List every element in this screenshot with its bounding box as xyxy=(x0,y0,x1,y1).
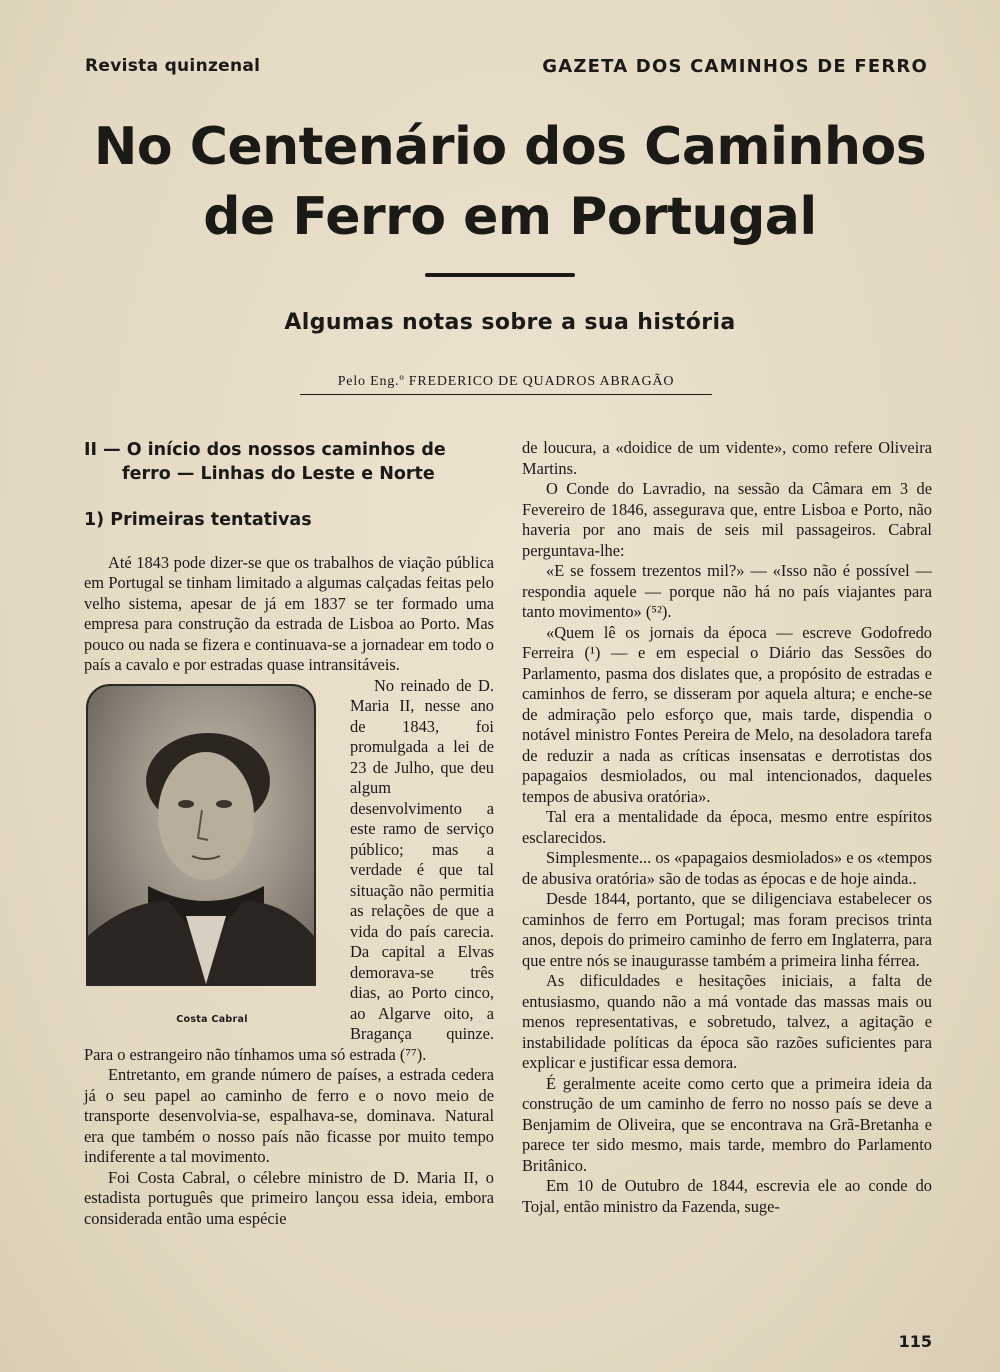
header-publication-frequency: Revista quinzenal xyxy=(85,56,261,76)
portrait-figure xyxy=(84,684,340,1031)
article-title xyxy=(60,112,960,252)
paragraph: Simplesmente... os «papagaios desmiolados» e os «tempos de abusiva oratória» são de todas as épocas e de hoje ainda.. xyxy=(522,848,932,888)
paragraph: Foi Costa Cabral, o célebre ministro de D. Maria II, o estadista português que primeiro lançou essa ideia, embora considerada então uma espécie xyxy=(84,1167,494,1228)
title-divider xyxy=(425,273,575,277)
page-number: 115 xyxy=(898,1332,932,1351)
article-subtitle: Algumas notas sobre a sua história xyxy=(284,310,736,335)
paragraph: «E se fossem trezentos mil?» — «Isso não é possível — respondia aquele — porque não há no país viajantes para tanto movimento» (⁵²). xyxy=(522,561,932,621)
section-heading: II — O início dos nossos caminhos de ferro — Linhas do Leste e Norte xyxy=(84,440,446,484)
subsection-heading: 1) Primeiras tentativas xyxy=(84,510,312,530)
portrait-image xyxy=(86,684,316,986)
left-column xyxy=(84,438,494,1229)
paragraph: de loucura, a «doidice de um vidente», como refere Oliveira Martins. xyxy=(522,438,932,478)
author-byline: Pelo Eng.º FREDERICO DE QUADROS ABRAGÃO xyxy=(300,374,712,395)
paragraph: É geralmente aceite como certo que a primeira ideia da construção de um caminho de ferro no nosso país se deve a Benjamim de Oliveira, que se encontrava na Grã-Bretanha e parece ter sido mesmo, mais tarde, membro do Parlamento Britânico. xyxy=(522,1073,932,1175)
paragraph: Tal era a mentalidade da época, mesmo entre espíritos esclarecidos. xyxy=(522,807,932,847)
paragraph: As dificuldades e hesitações iniciais, a falta de entusiasmo, quando não a má vontade das massas mais ou menos representativas, e sobretudo, talvez, a agitação e instabilidade políticas da época são razões suficientes para explicar e justificar essa demora. xyxy=(522,971,932,1072)
paragraph: «Quem lê os jornais da época — escreve Godofredo Ferreira (¹) — e em especial o Diário das Sessões do Parlamento, pasma dos dislates que, a propósito de estradas e caminhos de ferro, se disseram por aquela altura; e enche-se de admiração pelo esforço que, mais tarde, dispendia o notável ministro Fontes Pereira de Melo, na desoladora tarefa de reduzir a nada as críticas insensatas e derrotistas dos papagaios desmiolados, ou mal intencionados, daqueles tempos de abusiva oratória». xyxy=(522,622,932,806)
paragraph: Entretanto, em grande número de países, a estrada cedera já o seu papel ao caminho de ferro e o novo meio de transporte desenvolvia-se, espalhava-se, dominava. Natural era que também o nosso país não ficasse por muito tempo indiferente a tal movimento. xyxy=(84,1065,494,1166)
portrait-caption: Costa Cabral xyxy=(176,1013,248,1025)
article-title-line-2: de Ferro em Portugal xyxy=(203,187,817,247)
right-column xyxy=(522,438,932,1217)
article-title-line-1: No Centenário dos Caminhos xyxy=(93,117,927,177)
header-magazine-name: GAZETA DOS CAMINHOS DE FERRO xyxy=(542,56,928,77)
portrait-illustration xyxy=(88,686,314,984)
paragraph: O Conde do Lavradio, na sessão da Câmara em 3 de Fevereiro de 1846, assegurava que, entre Lisboa e Porto, não haveria por ano mais de seis mil passageiros. Cabral perguntava-lhe: xyxy=(522,479,932,560)
paragraph: Em 10 de Outubro de 1844, escrevia ele ao conde do Tojal, então ministro da Fazenda, suge- xyxy=(522,1176,932,1216)
paragraph: No reinado de D. Maria II, nesse ano de 1843, foi promulgada a lei de 23 de Julho, que deu algum desenvolvimento a este ramo de serviço público; mas a verdade é que tal situação não permitia as relações de que a vida do país carecia. Da capital a Elvas demorava-se três dias, ao Porto cinco, ao Algarve oito, a Bragança quinze. Para o estrangeiro não tínhamos uma só estrada (⁷⁷). xyxy=(84,675,494,1064)
paragraph: Até 1843 pode dizer-se que os trabalhos de viação pública em Portugal se tinham limitado a algumas calçadas feitas pelo velho sistema, apesar de já em 1837 se ter formado uma empresa para construção da estrada de Lisboa ao Porto. Mas pouco ou nada se fizera e continuava-se a jornadear em todo o país a cavalo e por estradas quase intransitáveis. xyxy=(84,552,494,674)
paragraph: Desde 1844, portanto, que se diligenciava estabelecer os caminhos de ferro em Portugal; mas foram precisos trinta anos, depois do primeiro caminho de ferro em Inglaterra, para que entre nós se inaugurasse também a primeira linha férrea. xyxy=(522,889,932,970)
